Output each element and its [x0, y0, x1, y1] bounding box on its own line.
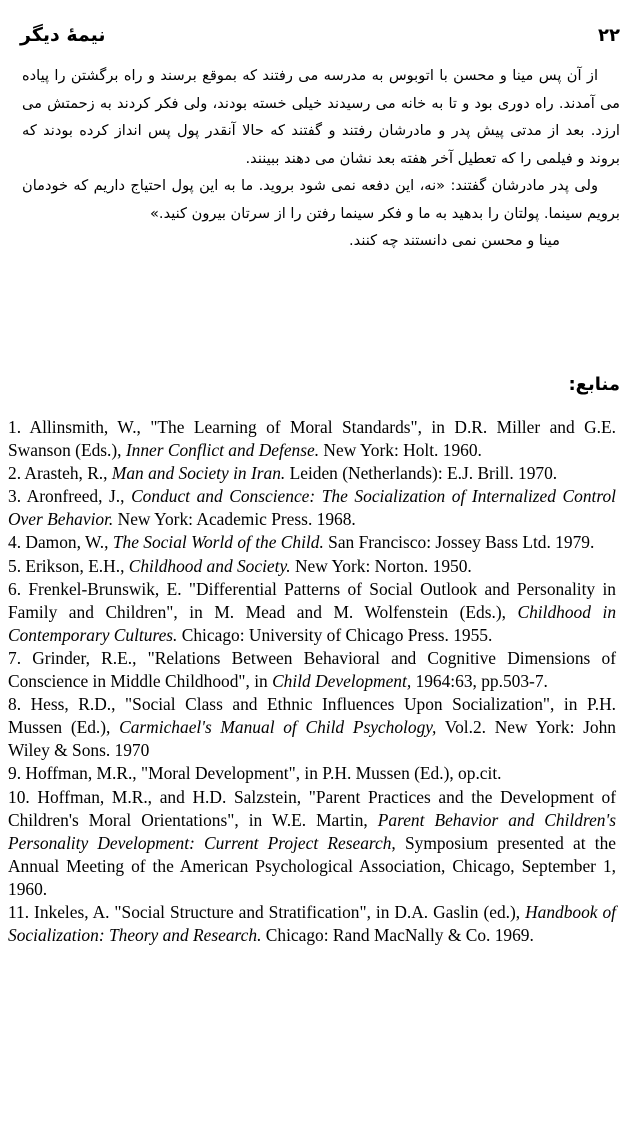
- reference-number: 5.: [8, 555, 22, 576]
- reference-text: Allinsmith, W., "The Learning of Moral Standards", in D.R. Miller and G.E. Swanson (Eds.),: [8, 417, 616, 461]
- reference-number: 3.: [8, 486, 22, 507]
- reference-text: Hoffman, M.R., and H.D. Salzstein, "Parent Practices and the Development of Children's Moral Orientations", in W.E. Martin,: [8, 786, 616, 830]
- reference-number: 6.: [8, 578, 22, 599]
- running-title: نیمهٔ دیگر: [20, 24, 106, 46]
- reference-item: [8, 555, 616, 578]
- reference-text: Aronfreed, J.,: [21, 486, 132, 507]
- reference-number: 1.: [8, 417, 22, 437]
- reference-number: 2.: [8, 463, 22, 484]
- reference-publisher: Symposium presented at the Annual Meeting of the American Psychological Association, Chicago, September 1, 1960.: [8, 832, 616, 899]
- reference-publisher: New York: Norton. 1950.: [290, 555, 472, 576]
- reference-title: Child Development,: [272, 671, 412, 692]
- reference-text: Hess, R.D., "Social Class and Ethnic Influences Upon Socialization", in P.H. Mussen (Ed.),: [8, 694, 616, 738]
- reference-item: [8, 462, 616, 485]
- reference-text: Erikson, E.H.,: [21, 555, 129, 576]
- reference-title: The Social World of the Child.: [112, 532, 324, 553]
- reference-item: [8, 901, 616, 947]
- reference-number: 9.: [8, 763, 22, 784]
- reference-text: Damon, W.,: [21, 532, 113, 553]
- reference-number: 11.: [8, 901, 30, 922]
- reference-text: Inkeles, A. "Social Structure and Stratification", in D.A. Gaslin (ed.),: [29, 901, 526, 922]
- reference-publisher: 1964:63, pp.503-7.: [411, 671, 548, 692]
- reference-number: 4.: [8, 532, 22, 553]
- reference-text: Hoffman, M.R., "Moral Development", in P.H. Mussen (Ed.), op.cit.: [21, 763, 502, 784]
- sources-heading: منابع:: [568, 374, 620, 395]
- reference-number: 8.: [8, 694, 22, 715]
- reference-publisher: Chicago: Rand MacNally & Co. 1969.: [261, 925, 534, 946]
- reference-item: [8, 693, 616, 762]
- reference-item: [8, 485, 616, 531]
- reference-text: Grinder, R.E., "Relations Between Behavioral and Cognitive Dimensions of Conscience in Middle Childhood", in: [8, 647, 616, 692]
- reference-item: [8, 786, 616, 901]
- reference-item: [8, 762, 616, 785]
- reference-number: 10.: [8, 786, 30, 807]
- page-number: ۲۲: [598, 24, 620, 46]
- reference-item: [8, 647, 616, 693]
- reference-title: Parent Behavior and Children's Personality Development: Current Project Research,: [8, 809, 616, 853]
- reference-list: [8, 416, 616, 947]
- reference-item: [8, 578, 616, 647]
- reference-text: Arasteh, R.,: [21, 463, 112, 484]
- reference-title: Conduct and Conscience: The Socialization of Internalized Control Over Behavior.: [8, 486, 616, 530]
- story-paragraph: از آن پس مینا و محسن با اتوبوس به مدرسه می رفتند که بموقع برسند و راه برگشتن را پیاده می آمدند. راه دوری بود و تا به خانه می رسیدند خیلی خسته بودند، ولی فکر کردند به زحمتش می ارزد. بعد از مدتی پیش پدر و مادرشان رفتند و گفتند که حالا آنقدر پول پس انداز کرده بودند که بروند و فیلمی را که تعطیل آخر هفته بعد نشان می دهند ببینند.: [22, 67, 620, 167]
- reference-publisher: Chicago: University of Chicago Press. 1955.: [177, 624, 493, 645]
- reference-item: [8, 531, 616, 554]
- reference-title: Childhood and Society.: [128, 555, 291, 576]
- reference-title: Childhood in Contemporary Cultures.: [8, 601, 617, 645]
- reference-title: Carmichael's Manual of Child Psychology,: [119, 717, 437, 738]
- reference-title: Man and Society in Iran.: [111, 463, 286, 484]
- reference-title: Inner Conflict and Defense.: [125, 440, 320, 461]
- reference-text: Frenkel-Brunswik, E. "Differential Patterns of Social Outlook and Personality in Family and Children", in M. Mead and M. Wolfenstein (Eds.),: [8, 578, 616, 622]
- reference-item: [8, 416, 616, 462]
- reference-title: Handbook of Socialization: Theory and Research.: [8, 901, 616, 946]
- reference-publisher: New York: Academic Press. 1968.: [113, 509, 356, 530]
- page-header: [20, 18, 620, 52]
- reference-publisher: San Francisco: Jossey Bass Ltd. 1979.: [323, 532, 595, 553]
- story-paragraph: ولی پدر مادرشان گفتند: «نه، این دفعه نمی شود بروید. ما به این پول احتیاج داریم که خودمان برویم سینما. پولتان را بدهید به ما و فکر سینما رفتن را از سرتان بیرون کنید.»: [22, 177, 620, 222]
- reference-publisher: Leiden (Netherlands): E.J. Brill. 1970.: [285, 463, 558, 484]
- reference-publisher: New York: Holt. 1960.: [319, 440, 482, 461]
- reference-number: 7.: [8, 647, 22, 668]
- reference-publisher: Vol.2. New York: John Wiley & Sons. 1970: [8, 717, 616, 761]
- story-text: [22, 62, 620, 255]
- story-paragraph: مینا و محسن نمی دانستند چه کنند.: [349, 232, 560, 249]
